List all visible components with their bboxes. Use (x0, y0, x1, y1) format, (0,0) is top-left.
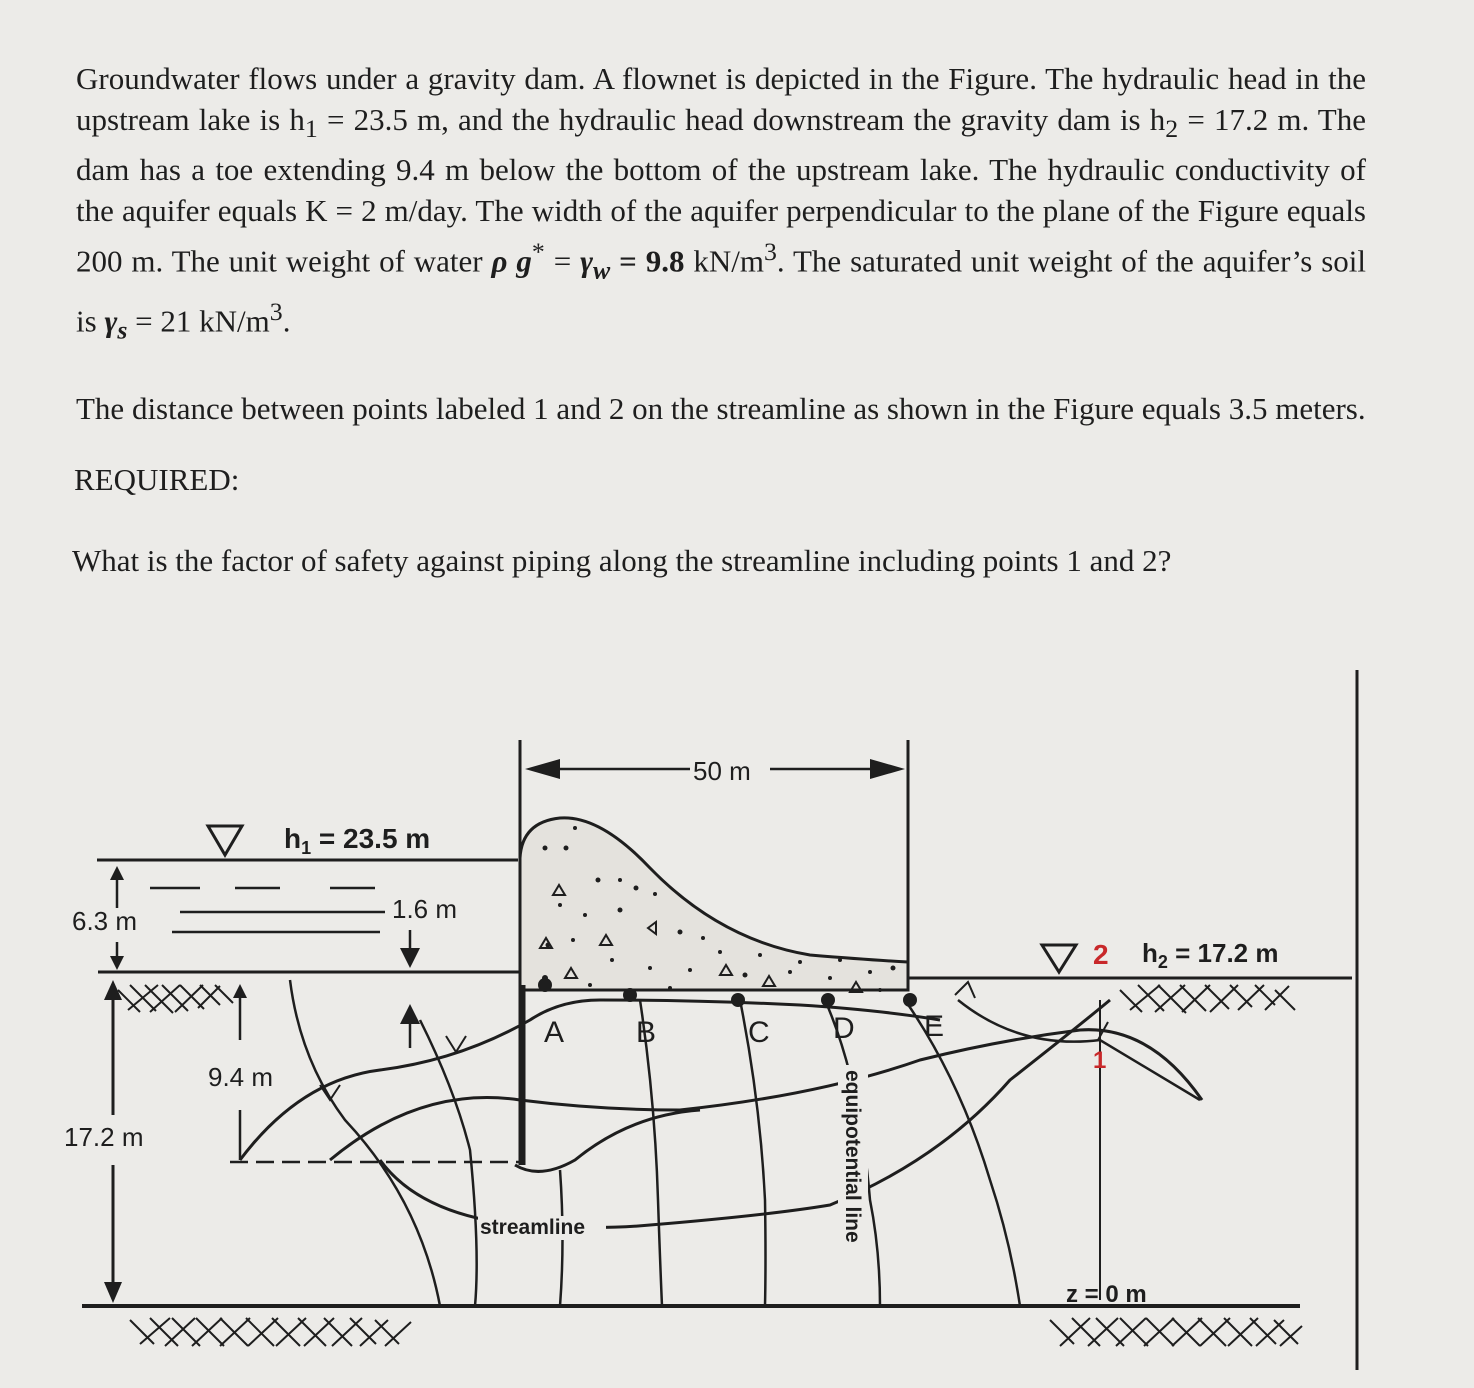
dim-9-4-label: 9.4 m (208, 1062, 274, 1092)
gamma-symbol: γ (104, 303, 118, 339)
point-1-label: 1 (1093, 1047, 1107, 1074)
arrowhead (525, 759, 560, 779)
water-level-triangle-icon (1042, 945, 1076, 972)
equipotential-line (905, 1000, 1020, 1306)
text-run: = 23.5 m, and the hydraulic head downstream the gravity dam is h (317, 102, 1166, 137)
streamline-label: streamline (480, 1216, 586, 1239)
text-run: kN/m (684, 243, 764, 279)
required-heading: REQUIRED: (74, 462, 240, 497)
h1-subscript: 1 (304, 114, 318, 144)
dim-1-6-label: 1.6 m (392, 894, 458, 924)
arrowhead (400, 1004, 420, 1024)
streamlines (240, 1000, 1202, 1228)
text-run: = (544, 243, 581, 279)
w-subscript: w (593, 255, 611, 285)
point-2-label: 2 (1093, 939, 1109, 970)
streamline-upper (330, 1030, 1202, 1160)
flow-arrow (955, 982, 975, 998)
arrowhead (870, 759, 905, 779)
point-marker (731, 993, 745, 1007)
streamline-upper-tip (515, 1110, 700, 1171)
point-marker (538, 978, 552, 992)
h2-label: $h_2 = 17.2$ m (1142, 938, 1279, 972)
point-b-label: B (636, 1016, 657, 1049)
point-e-label: E (924, 1010, 945, 1043)
problem-paragraph-2: The distance between points labeled 1 and 2 on the streamline as shown in the Figure equals 3.5 meters. (76, 391, 1366, 427)
dim-50-label: 50 m (693, 756, 751, 786)
equipotential-label: equipotential line (841, 1070, 864, 1243)
text-run: = 21 kN/m (127, 303, 270, 339)
gamma-symbol: γ (580, 243, 594, 279)
gamma-w-value: = 9.8 (610, 243, 685, 279)
arrowhead (110, 956, 124, 970)
h1-label: $h_1 = 23.5$ m (284, 823, 431, 858)
gravity-dam (520, 818, 908, 990)
point-marker (623, 988, 637, 1002)
arrowhead (110, 866, 124, 880)
text-run: = 17.2 m. The dam has a toe extending 9.4 m below the bottom of the upstream lake. The hydraulic conductivity of the aquifer equals K = 2 m/day. The width of the aquifer perpendicular to the plane of the Figure equals 200 m. The unit weight of water (76, 102, 1366, 279)
point-a-label: A (544, 1016, 565, 1049)
water-level-triangle-icon (208, 826, 242, 855)
point-marker (821, 993, 835, 1007)
rho-g-symbol: ρ g (491, 243, 532, 279)
dim-6-3-label: 6.3 m (72, 906, 138, 936)
text-run: . (282, 303, 291, 339)
equipotential-line (290, 980, 440, 1306)
h2-subscript: 2 (1165, 114, 1179, 144)
cube-superscript: 3 (763, 237, 777, 267)
streamline-exit (958, 1000, 1200, 1100)
arrowhead (104, 1282, 122, 1303)
point-c-label: C (748, 1016, 770, 1049)
question-text: What is the factor of safety against piping along the streamline including points 1 and 2? (72, 543, 1172, 578)
point-d-label: D (833, 1012, 855, 1045)
point-marker (903, 993, 917, 1007)
dim-17-2-label: 17.2 m (64, 1122, 144, 1152)
cube-superscript: 3 (269, 296, 283, 326)
star-superscript: * (531, 237, 545, 267)
arrowhead (400, 948, 420, 968)
text-run: . The saturated unit weight of the aquifer’s soil is (76, 243, 1367, 339)
arrowhead (233, 984, 247, 998)
streamline-lower (380, 1000, 1110, 1228)
water-hatch-lines (150, 888, 385, 932)
text-run: Groundwater flows under a gravity dam. A flownet is depicted in the Figure. The hydraulic head in the upstream lake is h (76, 61, 1366, 137)
datum-label: z = 0 m (1066, 1281, 1147, 1308)
s-subscript: s (117, 315, 128, 345)
